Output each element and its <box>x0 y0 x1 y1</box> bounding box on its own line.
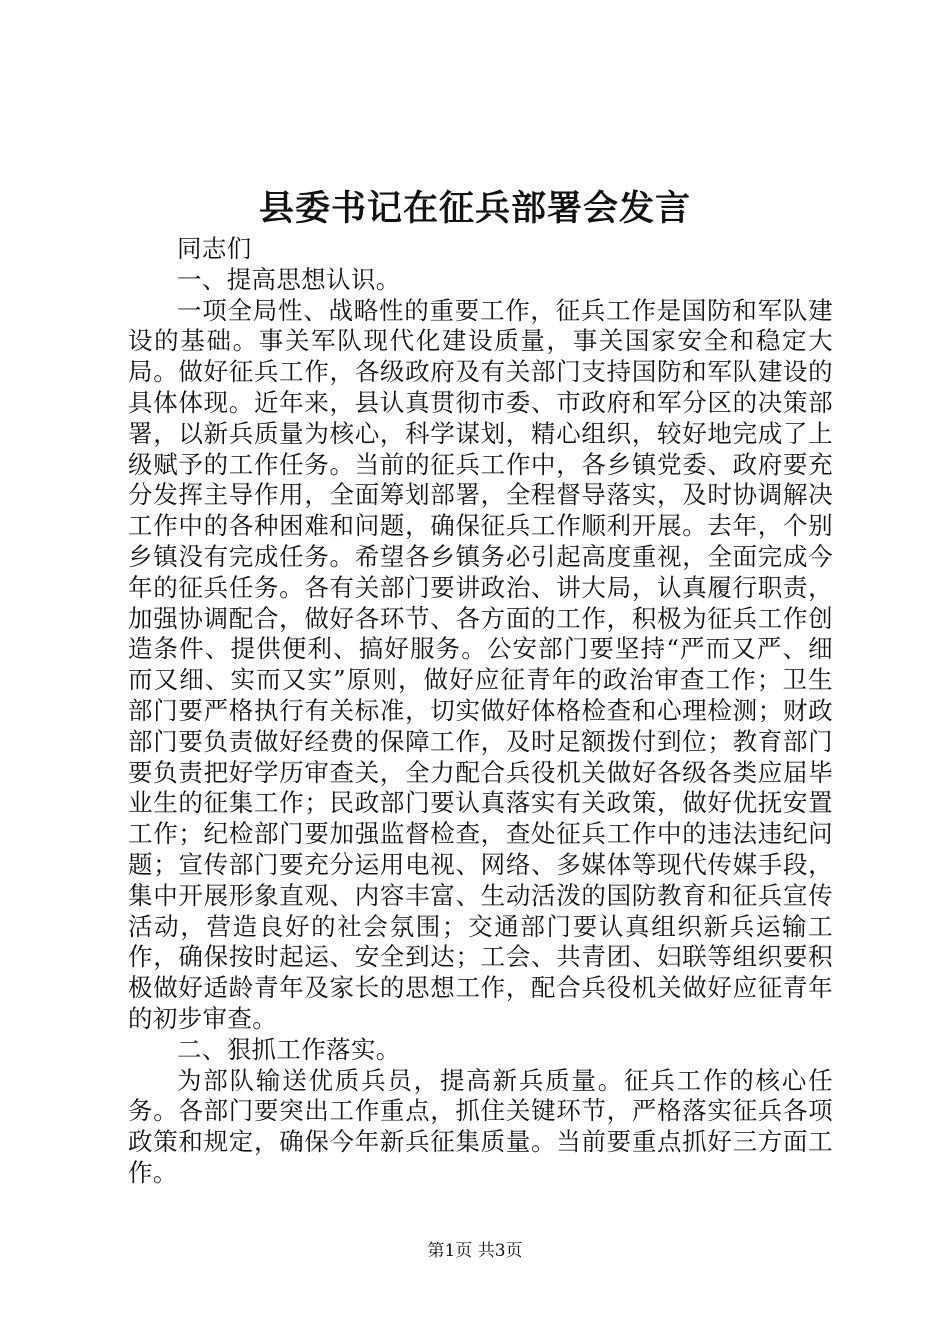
document-title: 县委书记在征兵部署会发言 <box>258 188 691 229</box>
section-heading-2: 二、狠抓工作落实。 <box>177 1034 401 1064</box>
section-heading-1: 一、提高思想认识。 <box>177 264 401 294</box>
salutation: 同志们 <box>177 234 252 263</box>
document-body <box>128 234 833 1189</box>
page-number-footer: 第1页 共3页 <box>427 1241 523 1261</box>
body-paragraph-1: 一项全局性、战略性的重要工作，征兵工作是国防和军队建设的基础。事关军队现代化建设质量，事关国家安全和稳定大局。做好征兵工作，各级政府及有关部门支持国防和军队建设的具体体现。近年来，县认真贯彻市委、市政府和军分区的决策部署，以新兵质量为核心，科学谋划，精心组织，较好地完成了上级赋予的工作任务。当前的征兵工作中，各乡镇党委、政府要充分发挥主导作用，全面筹划部署，全程督导落实，及时协调解决工作中的各种困难和问题，确保征兵工作顺利开展。去年，个别乡镇没有完成任务。希望各乡镇务必引起高度重视，全面完成今年的征兵任务。各有关部门要讲政治、讲大局，认真履行职责，加强协调配合，做好各环节、各方面的工作，积极为征兵工作创造条件、提供便利、搞好服务。公安部门要坚持“严而又严、细而又细、实而又实”原则，做好应征青年的政治审查工作；卫生部门要严格执行有关标准，切实做好体格检查和心理检测；财政部门要负责做好经费的保障工作，及时足额拨付到位；教育部门要负责把好学历审查关，全力配合兵役机关做好各级各类应届毕业生的征集工作；民政部门要认真落实有关政策，做好优抚安置工作；纪检部门要加强监督检查，查处征兵工作中的违法违纪问题；宣传部门要充分运用电视、网络、多媒体等现代传媒手段，集中开展形象直观、内容丰富、生动活泼的国防教育和征兵宣传活动，营造良好的社会氛围；交通部门要认真组织新兵运输工作，确保按时起运、安全到达；工会、共青团、妇联等组织要积极做好适龄青年及家长的思想工作，配合兵役机关做好应征青年的初步审查。 <box>128 295 833 1033</box>
body-paragraph-2: 为部队输送优质兵员，提高新兵质量。征兵工作的核心任务。各部门要突出工作重点，抓住关键环节，严格落实征兵各项政策和规定，确保今年新兵征集质量。当前要重点抓好三方面工作。 <box>128 1065 833 1187</box>
